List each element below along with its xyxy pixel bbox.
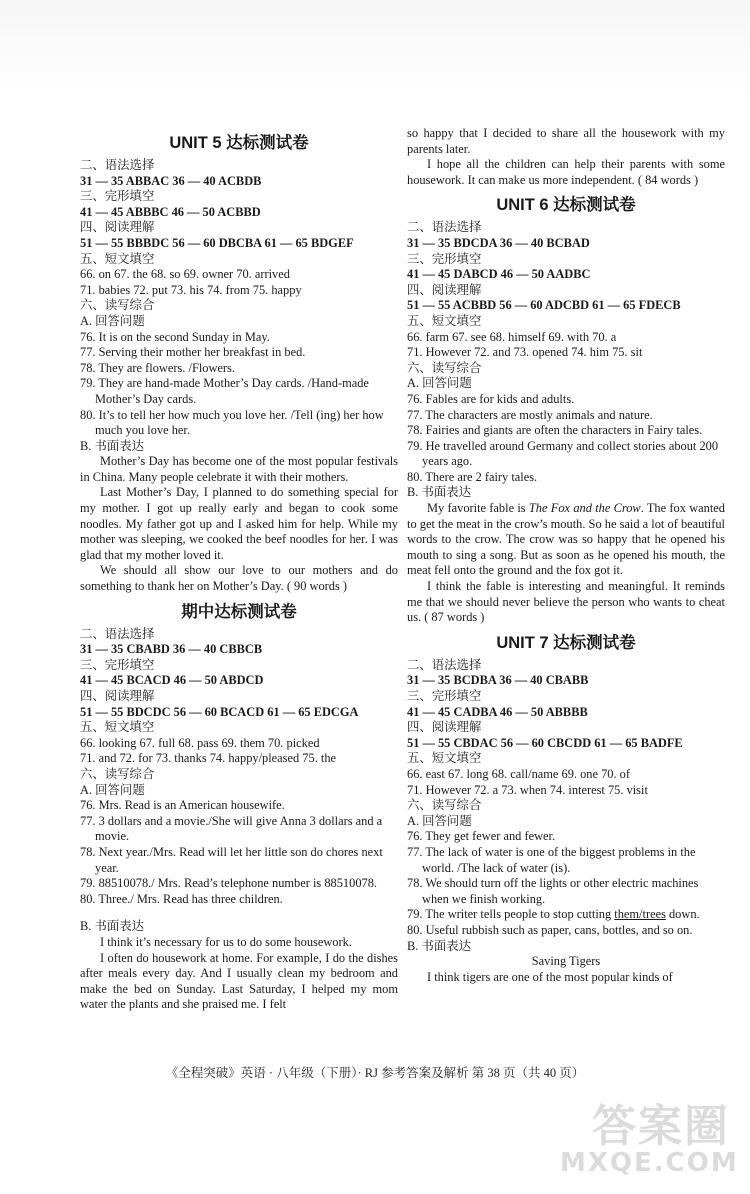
section-label: 二、语法选择 — [407, 657, 482, 672]
section-label: B. 书面表达 — [80, 438, 145, 453]
essay-paragraph: We should all show our love to our mothers and do something to thank her on Mother’s Day. ( 90 words ) — [80, 563, 398, 594]
answer-line: 71. babies 72. put 73. his 74. from 75. happy — [80, 282, 302, 297]
section-label: A. 回答问题 — [407, 376, 472, 391]
answer-line: 51 — 55 CBDAC 56 — 60 CBCDD 61 — 65 BADFE — [407, 735, 683, 750]
section-label: 三、完形填空 — [407, 689, 482, 703]
section-label: 二、语法选择 — [407, 220, 482, 235]
unit6-title: UNIT 6 达标测试卷 — [496, 196, 636, 215]
answer-line: 66. farm 67. see 68. himself 69. with 70. a — [407, 329, 617, 344]
answer-line: 78. Next year./Mrs. Read will let her little son do chores next year. — [80, 844, 383, 875]
answer-line: 66. looking 67. full 68. pass 69. them 70. picked — [80, 735, 320, 750]
section-label: B. 书面表达 — [407, 938, 472, 953]
answer-text: 79. The writer tells people to stop cutting — [407, 907, 615, 922]
answer-line: 66. on 67. the 68. so 69. owner 70. arrived — [80, 267, 290, 282]
answer-line: 66. east 67. long 68. call/name 69. one 70. of — [407, 766, 630, 781]
answer-line: 78. Fairies and giants are often the characters in Fairy tales. — [407, 423, 703, 438]
essay-paragraph: Mother’s Day has become one of the most popular festivals in China. Many people celebrate it with their mothers. — [80, 454, 398, 484]
section-label: A. 回答问题 — [80, 313, 145, 328]
answer-line: 41 — 45 BCACD 46 — 50 ABDCD — [80, 673, 264, 688]
section-label: 六、读写综合 — [80, 298, 155, 313]
answer-line: 79. He travelled around Germany and collect stories about 200 years ago. — [407, 438, 719, 469]
answer-line: 77. The characters are mostly animals and nature. — [407, 407, 653, 422]
section-label: 三、完形填空 — [80, 189, 155, 204]
essay-paragraph — [407, 501, 725, 579]
section-label: B. 书面表达 — [80, 919, 145, 934]
answer-underlined: them/trees — [614, 907, 666, 922]
answer-line: 80. It’s to tell her how much you love her. /Tell (ing) her how much you love her. — [80, 407, 384, 438]
answer-line: 51 — 55 BDCDC 56 — 60 BCACD 61 — 65 EDCGA — [80, 704, 359, 719]
answer-line: 78. They are flowers. /Flowers. — [80, 360, 235, 375]
answer-line: 79. They are hand-made Mother’s Day cards. /Hand-made Mother’s Day cards. — [80, 376, 369, 406]
answer-text: down. — [665, 907, 700, 922]
fable-title: The Fox and the Crow — [528, 501, 641, 516]
essay-paragraph: I think the fable is interesting and meaningful. It reminds me that we should never believe the person who wants to cheat us. ( 87 words ) — [407, 579, 725, 625]
essay-paragraph: so happy that I decided to share all the housework with my parents later. — [407, 126, 725, 156]
section-label: 四、阅读理解 — [80, 220, 155, 235]
answer-line: 31 — 35 CBABD 36 — 40 CBBCB — [80, 642, 263, 657]
left-column — [80, 126, 398, 1013]
answer-line: 77. 3 dollars and a movie./She will give Anna 3 dollars and a movie. — [80, 813, 383, 844]
answer-line: 77. Serving their mother her breakfast in bed. — [80, 345, 306, 360]
section-label: 三、完形填空 — [407, 251, 482, 266]
watermark — [560, 1090, 739, 1185]
answer-line: 41 — 45 CADBA 46 — 50 ABBBB — [407, 704, 588, 719]
answer-line: 80. There are 2 fairy tales. — [407, 469, 538, 484]
unit7-answers — [407, 658, 725, 954]
essay-paragraph: I hope all the children can help their parents with some housework. It can make us more independent. ( 84 words ) — [407, 157, 725, 187]
right-column — [407, 126, 725, 985]
section-label: 四、阅读理解 — [407, 720, 482, 735]
section-label: B. 书面表达 — [407, 485, 472, 500]
essay-paragraph: Last Mother’s Day, I planned to do something special for my mother. I got up really early and began to cook some noodles. My father got up and I asked him for help. While my mother was sleeping, we cooked the beef noodles for her. I was glad that my mother loved it. — [80, 485, 398, 562]
answer-line: 71. and 72. for 73. thanks 74. happy/pleased 75. the — [80, 751, 337, 766]
essay-text: My favorite fable is — [427, 501, 529, 516]
answer-line: 71. However 72. a 73. when 74. interest 75. visit — [407, 782, 648, 797]
answer-line: 51 — 55 ACBBD 56 — 60 ADCBD 61 — 65 FDECB — [407, 298, 681, 313]
watermark-logo-en: MXQE.COM — [560, 1148, 739, 1178]
unit7-title: UNIT 7 达标测试卷 — [496, 633, 636, 652]
answer-line: 76. They get fewer and fewer. — [407, 829, 556, 844]
answer-line: 41 — 45 ABBBC 46 — 50 ACBBD — [80, 204, 261, 219]
answer-line: 80. Useful rubbish such as paper, cans, bottles, and so on. — [407, 922, 693, 937]
midterm-answers — [80, 627, 398, 908]
essay-text: . The fox wanted to get the meat in the crow’s mouth. So he said a lot of beautiful words to the crow. The crow was so happy that he opened his mouth to sing a song. But as soon as he opened his mouth, the meat fell onto the ground and the fox got it. — [407, 501, 725, 578]
answer-line: 31 — 35 ABBAC 36 — 40 ACBDB — [80, 173, 262, 188]
section-label: 三、完形填空 — [80, 657, 155, 672]
unit5-answers — [80, 158, 398, 454]
section-label: 五、短文填空 — [80, 251, 155, 266]
page-footer: 《全程突破》英语 · 八年级（下册）· RJ 参考答案及解析 第 38 页（共 40 页） — [165, 1066, 585, 1080]
unit6-essay — [407, 501, 725, 626]
midterm-title: 期中达标测试卷 — [181, 602, 297, 621]
essay-paragraph: I often do housework at home. For example, I do the dishes after meals every day. And I usually clean my bedroom and make the bed on Sunday. Last Saturday, I helped my mom water the plants and she praised me. I felt — [80, 950, 398, 1012]
answer-line: 76. Fables are for kids and adults. — [407, 391, 575, 406]
answer-line: 79. 88510078./ Mrs. Read’s telephone number is 88510078. — [80, 876, 377, 891]
section-label: 五、短文填空 — [407, 751, 482, 766]
unit6-answers — [407, 220, 725, 501]
midterm-essay-continued — [407, 126, 725, 188]
section-label: 四、阅读理解 — [407, 282, 482, 297]
spacer — [80, 907, 398, 919]
answer-line: 31 — 35 BCDBA 36 — 40 CBABB — [407, 673, 589, 688]
answer-line: 51 — 55 BBBDC 56 — 60 DBCBA 61 — 65 BDGEF — [80, 235, 354, 250]
essay-title: Saving Tigers — [531, 954, 601, 969]
answer-line: 71. However 72. and 73. opened 74. him 75. sit — [407, 345, 643, 360]
essay-paragraph: I think it’s necessary for us to do some housework. — [100, 934, 352, 949]
section-label: 二、语法选择 — [80, 158, 155, 172]
unit5-title: UNIT 5 达标测试卷 — [169, 134, 309, 152]
section-label: 六、读写综合 — [80, 766, 155, 781]
section-label: A. 回答问题 — [407, 813, 472, 828]
section-label: A. 回答问题 — [80, 782, 145, 797]
answer-line: 41 — 45 DABCD 46 — 50 AADBC — [407, 267, 591, 282]
answer-line: 77. The lack of water is one of the biggest problems in the world. /The lack of water (is). — [407, 844, 696, 875]
essay-paragraph: I think tigers are one of the most popular kinds of — [427, 969, 673, 984]
answer-line: 80. Three./ Mrs. Read has three children. — [80, 891, 283, 906]
unit5-essay — [80, 454, 398, 594]
section-label: 五、短文填空 — [407, 313, 482, 328]
answer-line — [407, 907, 725, 923]
section-label: 二、语法选择 — [80, 626, 155, 641]
answer-line: 31 — 35 BDCDA 36 — 40 BCBAD — [407, 235, 590, 250]
section-label: 五、短文填空 — [80, 720, 155, 735]
page-top-shade — [0, 0, 750, 95]
section-label: 六、读写综合 — [407, 798, 482, 813]
answer-line: 76. It is on the second Sunday in May. — [80, 329, 270, 344]
section-label: 六、读写综合 — [407, 360, 482, 375]
midterm-essay — [80, 935, 398, 1013]
answer-line: 78. We should turn off the lights or other electric machines when we finish working. — [407, 876, 699, 906]
section-label: 四、阅读理解 — [80, 689, 155, 703]
watermark-logo-cn: 答案圈 — [592, 1101, 730, 1152]
answer-line: 76. Mrs. Read is an American housewife. — [80, 798, 285, 813]
